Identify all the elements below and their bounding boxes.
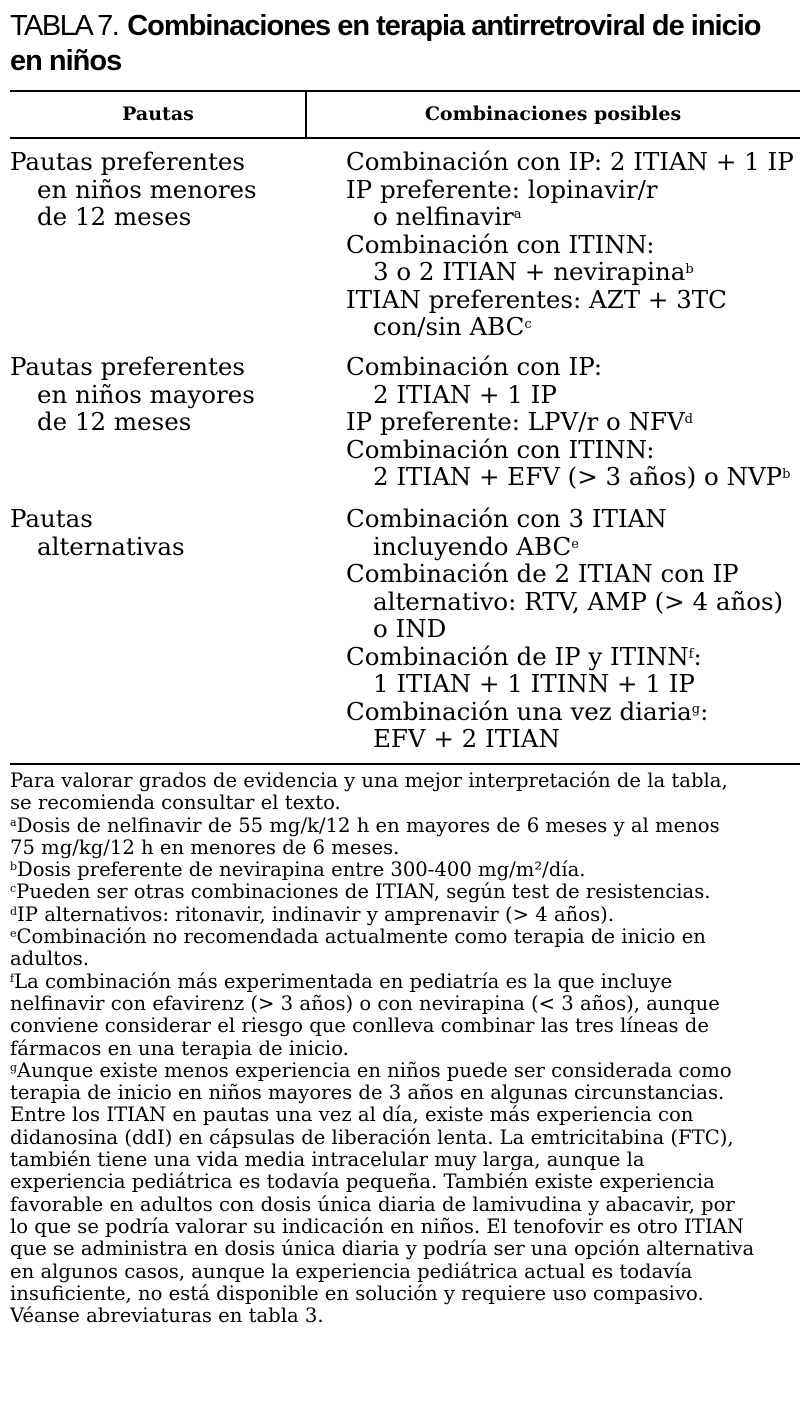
combination-line: alternativo: RTV, AMP (> 4 años) — [373, 586, 784, 616]
pauta-line: en niños mayores — [37, 379, 255, 409]
table-title — [10, 8, 795, 78]
combination-line: EFV + 2 ITIAN — [373, 724, 560, 753]
footnote-ref: e — [571, 536, 579, 552]
footnote-ref: b — [782, 467, 791, 482]
combination-line: con/sin ABC$^c$ — [373, 312, 532, 341]
table-number: TABLA 7. — [10, 10, 119, 42]
footnote-ref: d — [684, 412, 693, 427]
combination-line: IP preferente: lopinavir/r — [346, 174, 658, 204]
footnote-ref: a — [513, 207, 522, 222]
header-combinaciones: Combinaciones posibles — [424, 103, 682, 125]
pauta-line: Pautas — [10, 504, 93, 533]
combination-line: Combinación con ITINN: — [346, 229, 655, 259]
footnote-g: $^g$Aunque existe menos experiencia en niños puede ser considerada como terapia de inicio en niños mayores de 3 años en algunas circunstancias. Entre los ITIAN en pautas una vez al día, existe más experiencia con didanosina (ddI) en cápsulas de liberación lenta. La emtricitabina (FTC), también tiene una vida media intracelular muy larga, aunque la experiencia pediátrica es todavía pequeña. También existe experiencia favorable en adultos con dosis única diaria de lamivudina y abacavir, por lo que se podría valorar su indicación en niños. El tenofovir es otro ITIAN que se administra en dosis única diaria y podría ser una opción alternativa en algunos casos, aunque la experiencia pediátrica actual es todavía insuficiente, no está disponible en solución y requiere uso compasivo. — [10, 1058, 755, 1305]
pauta-line: alternativas — [37, 531, 185, 561]
combination-line: o IND — [373, 614, 447, 643]
pauta-line: de 12 meses — [37, 202, 192, 231]
footnote-f: $^f$La combinación más experimentada en pediatría es la que incluye nelfinavir con efavirenz (> 3 años) o con nevirapina (< 3 años), aunque conviene considerar el riesgo que conlleva combinar las tres líneas de fármacos en una terapia de inicio. — [10, 969, 720, 1060]
footnote-ref: c — [524, 317, 532, 332]
pauta-line: Pautas preferentes — [10, 352, 245, 381]
header-pautas: Pautas — [122, 103, 194, 125]
combination-line: o nelfinavir$^a$ — [373, 202, 522, 231]
footnote-e: $^e$Combinación no recomendada actualmente como terapia de inicio en adultos. — [10, 925, 706, 971]
footnote-ref: f — [688, 646, 694, 662]
combination-line: 2 ITIAN + EFV (> 3 años) o NVP$^b$ — [373, 462, 791, 491]
combination-line: Combinación de IP y ITINN$^f$: — [346, 641, 702, 671]
combination-line: 2 ITIAN + 1 IP — [373, 379, 557, 409]
combination-line: 1 ITIAN + 1 ITINN + 1 IP — [373, 669, 695, 698]
footnote-ref: b — [685, 262, 694, 277]
footnote-intro: Para valorar grados de evidencia y una mejor interpretación de la tabla, se recomienda consultar el texto. — [10, 769, 728, 815]
footnote-abbreviations: Véanse abreviaturas en tabla 3. — [10, 1304, 324, 1328]
pauta-line: en niños menores — [37, 174, 257, 204]
row-2-pauta — [10, 353, 255, 436]
top-rule — [10, 90, 800, 92]
pauta-line: Pautas preferentes — [10, 147, 245, 176]
table-caption: Combinaciones en terapia antirretroviral de inicio en niños — [10, 10, 761, 77]
row-3-combinaciones — [346, 505, 783, 753]
footnote-c: $^c$Pueden ser otras combinaciones de ITIAN, según test de resistencias. — [10, 880, 711, 904]
footnote-b: $^b$Dosis preferente de nevirapina entre 300-400 mg/m²/día. — [10, 858, 586, 882]
row-3-pauta — [10, 505, 185, 560]
combination-line: Combinación con 3 ITIAN — [346, 504, 667, 533]
footnote-d: $^d$IP alternativos: ritonavir, indinavir y amprenavir (> 4 años). — [10, 902, 615, 926]
combination-line: Combinación una vez diaria$^g$: — [346, 696, 709, 726]
footnote-a: $^a$Dosis de nelfinavir de 55 mg/k/12 h en mayores de 6 meses y al menos 75 mg/kg/12 h en menores de 6 meses. — [10, 813, 720, 859]
footnote-ref: g — [691, 701, 701, 717]
combination-line: 3 o 2 ITIAN + nevirapina$^b$ — [373, 257, 694, 286]
table-footnotes — [10, 770, 800, 1327]
combination-line: Combinación de 2 ITIAN con IP — [346, 559, 739, 588]
row-1-pauta — [10, 148, 257, 231]
header-rule — [10, 137, 800, 139]
row-2-combinaciones — [346, 353, 790, 491]
combination-line: Combinación con IP: — [346, 352, 603, 381]
bottom-rule — [10, 763, 800, 765]
combination-line: Combinación con IP: 2 ITIAN + 1 IP — [346, 147, 794, 176]
pauta-line: de 12 meses — [37, 407, 192, 436]
row-1-combinaciones — [346, 148, 794, 341]
combination-line: Combinación con ITINN: — [346, 434, 655, 464]
combination-line: ITIAN preferentes: AZT + 3TC — [346, 284, 727, 314]
combination-line: IP preferente: LPV/r o NFV$^d$ — [346, 407, 693, 436]
combination-line: incluyendo ABC$^e$ — [373, 531, 579, 561]
